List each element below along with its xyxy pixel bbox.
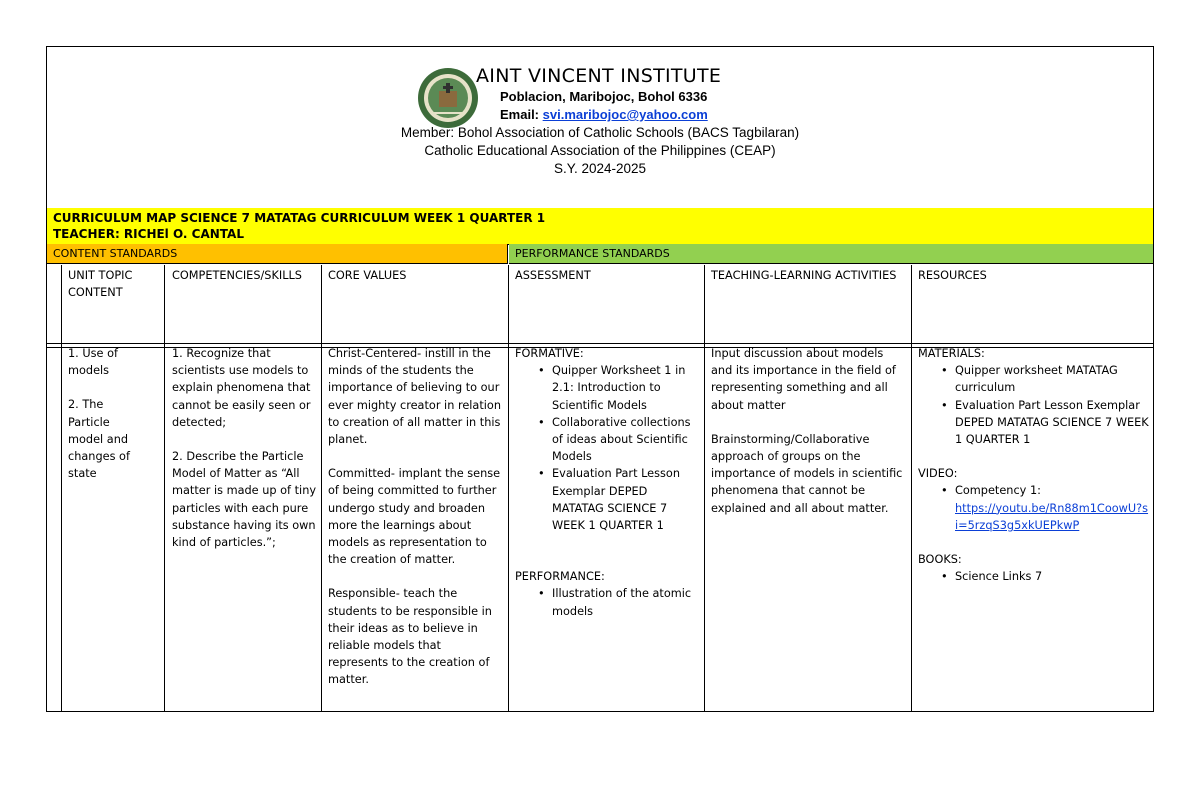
- school-email: [500, 107, 708, 122]
- curriculum-table: [47, 265, 1153, 711]
- activity-item: Input discussion about models and its importance in the field of representing something and all about matter: [711, 347, 896, 412]
- standards-row: [47, 244, 1153, 265]
- performance-label: PERFORMANCE:: [515, 570, 605, 584]
- column-header-unit-topic: UNIT TOPIC CONTENT: [68, 269, 133, 300]
- unit-topic-item: 1. Use of models: [68, 347, 118, 378]
- curriculum-title: CURRICULUM MAP SCIENCE 7 MATATAG CURRICULUM WEEK 1 QUARTER 1: [53, 211, 546, 225]
- membership-line: Member: Bohol Association of Catholic Schools (BACS Tagbilaran): [400, 125, 800, 140]
- formative-item: • Collaborative collections of ideas about Scientific Models: [515, 414, 700, 466]
- row-divider: [47, 343, 1153, 344]
- teacher-name: TEACHER: RICHEl O. CANTAL: [53, 227, 244, 241]
- material-item: • Quipper worksheet MATATAG curriculum: [918, 362, 1150, 396]
- unit-topic-item: 2. The Particle model and changes of state: [68, 398, 130, 481]
- curriculum-map-document: [46, 46, 1154, 712]
- core-value-item: Christ-Centered- instill in the minds of the students the importance of believing to our ever mighty creator in relation to creation of all matter in this planet.: [328, 347, 501, 447]
- assessment-cell: [515, 345, 700, 620]
- column-divider: [61, 265, 62, 711]
- competency-item: 2. Describe the Particle Model of Matter as “All matter is made up of tiny particles with each pure substance having its own kind of particles.”;: [172, 450, 317, 550]
- curriculum-title-band: [47, 208, 1153, 245]
- material-item: • Evaluation Part Lesson Exemplar DEPED MATATAG SCIENCE 7 WEEK 1 QUARTER 1: [918, 397, 1150, 449]
- performance-standards-header: PERFORMANCE STANDARDS: [509, 244, 1153, 264]
- materials-label: MATERIALS:: [918, 347, 985, 360]
- school-address: Poblacion, Maribojoc, Bohol 6336: [500, 89, 708, 104]
- video-label: VIDEO:: [918, 467, 958, 481]
- competencies-cell: [172, 345, 318, 551]
- column-divider: [164, 265, 165, 711]
- email-link[interactable]: svi.maribojoc@yahoo.com: [542, 107, 708, 122]
- column-divider: [508, 265, 509, 711]
- column-header-activities: TEACHING-LEARNING ACTIVITIES: [711, 269, 897, 282]
- column-divider: [704, 265, 705, 711]
- formative-item: • Quipper Worksheet 1 in 2.1: Introduction to Scientific Models: [515, 362, 700, 414]
- column-header-competencies: COMPETENCIES/SKILLS: [172, 269, 302, 282]
- email-label: Email:: [500, 107, 540, 122]
- competency-item: 1. Recognize that scientists use models to explain phenomena that cannot be easily seen or detected;: [172, 347, 311, 429]
- ceap-line: Catholic Educational Association of the Philippines (CEAP): [424, 143, 776, 158]
- core-values-cell: [328, 345, 504, 689]
- video-item: [918, 482, 1150, 534]
- content-standards-header: CONTENT STANDARDS: [47, 244, 508, 264]
- school-header: [47, 47, 1153, 209]
- unit-topic-cell: [68, 345, 148, 482]
- formative-item: • Evaluation Part Lesson Exemplar DEPED MATATAG SCIENCE 7 WEEK 1 QUARTER 1: [515, 465, 700, 534]
- core-value-item: Committed- implant the sense of being committed to further undergo study and broaden more the learnings about models as representation to the creation of matter.: [328, 467, 501, 567]
- column-header-assessment: ASSESSMENT: [515, 269, 591, 282]
- column-divider: [321, 265, 322, 711]
- column-header-resources: RESOURCES: [918, 269, 987, 282]
- video-title: Competency 1:: [955, 484, 1041, 498]
- books-label: BOOKS:: [918, 553, 962, 567]
- book-item: • Science Links 7: [918, 568, 1150, 585]
- activities-cell: [711, 345, 907, 517]
- formative-label: FORMATIVE:: [515, 347, 584, 360]
- video-link[interactable]: https://youtu.be/Rn88m1CoowU?si=5rzqS3g5xkUEPkwP: [955, 501, 1149, 532]
- column-header-core-values: CORE VALUES: [328, 269, 407, 282]
- activity-item: Brainstorming/Collaborative approach of groups on the importance of models in scientific phenomena that cannot be explained and all about matter.: [711, 432, 903, 515]
- school-seal-logo: [417, 67, 479, 129]
- school-name: AINT VINCENT INSTITUTE: [476, 65, 722, 87]
- table-bottom-border: [47, 711, 1153, 712]
- school-year: S.Y. 2024-2025: [553, 161, 647, 176]
- performance-item: • Illustration of the atomic models: [515, 585, 700, 619]
- column-divider: [911, 265, 912, 711]
- resources-cell: [918, 345, 1150, 585]
- core-value-item: Responsible- teach the students to be responsible in their ideas as to believe in reliable models that represents to the creation of matter.: [328, 587, 492, 687]
